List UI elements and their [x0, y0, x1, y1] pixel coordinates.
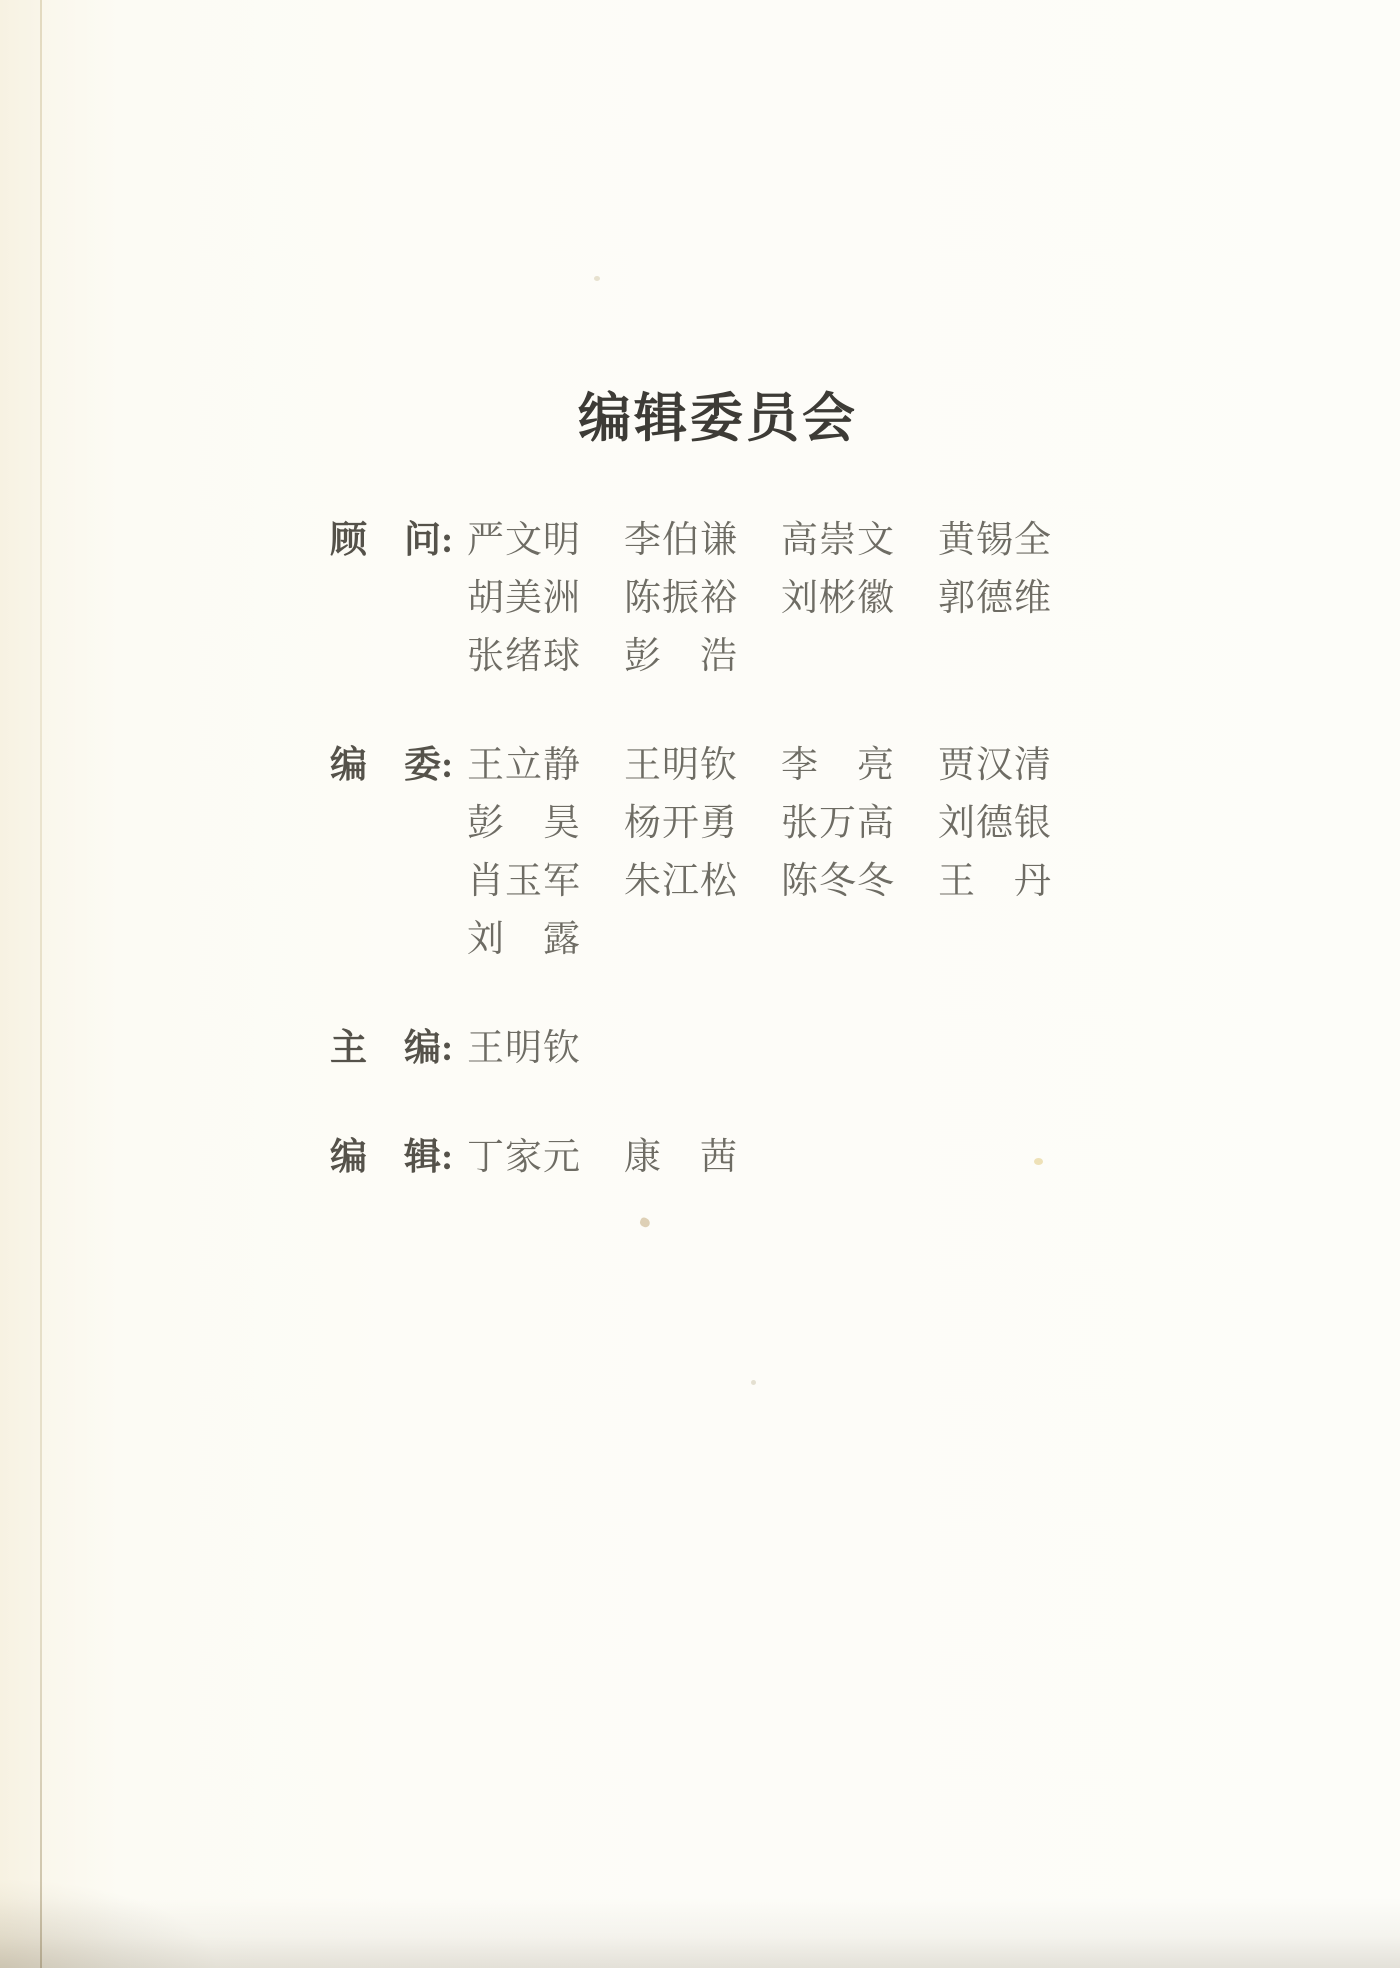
name-row — [467, 1129, 738, 1187]
section-name-list — [467, 737, 1052, 969]
person-name: 张万高 — [781, 803, 895, 844]
committee-section — [330, 512, 1052, 686]
committee-sections — [330, 512, 1052, 1187]
name-row — [467, 853, 1052, 911]
person-name: 肖玉军 — [467, 861, 581, 902]
person-name: 张绪球 — [467, 636, 581, 677]
section-label: 主 编: — [330, 1028, 454, 1069]
scan-bottom-shadow — [0, 1898, 1400, 1968]
name-row — [467, 911, 1052, 969]
section-label: 顾 问: — [330, 520, 454, 561]
person-name: 王立静 — [467, 745, 581, 786]
section-label: 编 委: — [330, 745, 454, 786]
person-name: 彭 浩 — [624, 636, 738, 677]
person-name: 王明钦 — [467, 1028, 581, 1069]
person-name: 黄锡全 — [938, 520, 1052, 561]
name-row — [467, 512, 1052, 570]
name-row — [467, 795, 1052, 853]
stain-speck — [751, 1380, 756, 1385]
person-name: 郭德维 — [938, 578, 1052, 619]
person-name: 李 亮 — [781, 745, 895, 786]
name-row — [467, 628, 1052, 686]
page-edge-line — [40, 0, 42, 1968]
person-name: 刘德银 — [938, 803, 1052, 844]
person-name: 彭 昊 — [467, 803, 581, 844]
section-name-list — [467, 1129, 738, 1187]
person-name: 贾汉清 — [938, 745, 1052, 786]
person-name: 陈振裕 — [624, 578, 738, 619]
person-name: 高崇文 — [781, 520, 895, 561]
person-name: 康 茜 — [624, 1137, 738, 1178]
committee-section — [330, 1020, 1052, 1078]
person-name: 杨开勇 — [624, 803, 738, 844]
stain-speck — [594, 276, 600, 281]
stain-speck — [639, 1216, 652, 1228]
person-name: 严文明 — [467, 520, 581, 561]
person-name: 王明钦 — [624, 745, 738, 786]
person-name: 刘 露 — [467, 919, 581, 960]
section-name-list — [467, 1020, 581, 1078]
committee-section — [330, 1129, 1052, 1187]
committee-section — [330, 737, 1052, 969]
name-row — [467, 1020, 581, 1078]
page-title: 编辑委员会 — [578, 390, 858, 448]
person-name: 胡美洲 — [467, 578, 581, 619]
section-name-list — [467, 512, 1052, 686]
person-name: 朱江松 — [624, 861, 738, 902]
name-row — [467, 737, 1052, 795]
person-name: 王 丹 — [938, 861, 1052, 902]
stain-speck — [1034, 1158, 1043, 1165]
name-row — [467, 570, 1052, 628]
page-gutter-band — [0, 0, 40, 1968]
person-name: 李伯谦 — [624, 520, 738, 561]
person-name: 陈冬冬 — [781, 861, 895, 902]
section-label: 编 辑: — [330, 1137, 454, 1178]
person-name: 刘彬徽 — [781, 578, 895, 619]
person-name: 丁家元 — [467, 1137, 581, 1178]
